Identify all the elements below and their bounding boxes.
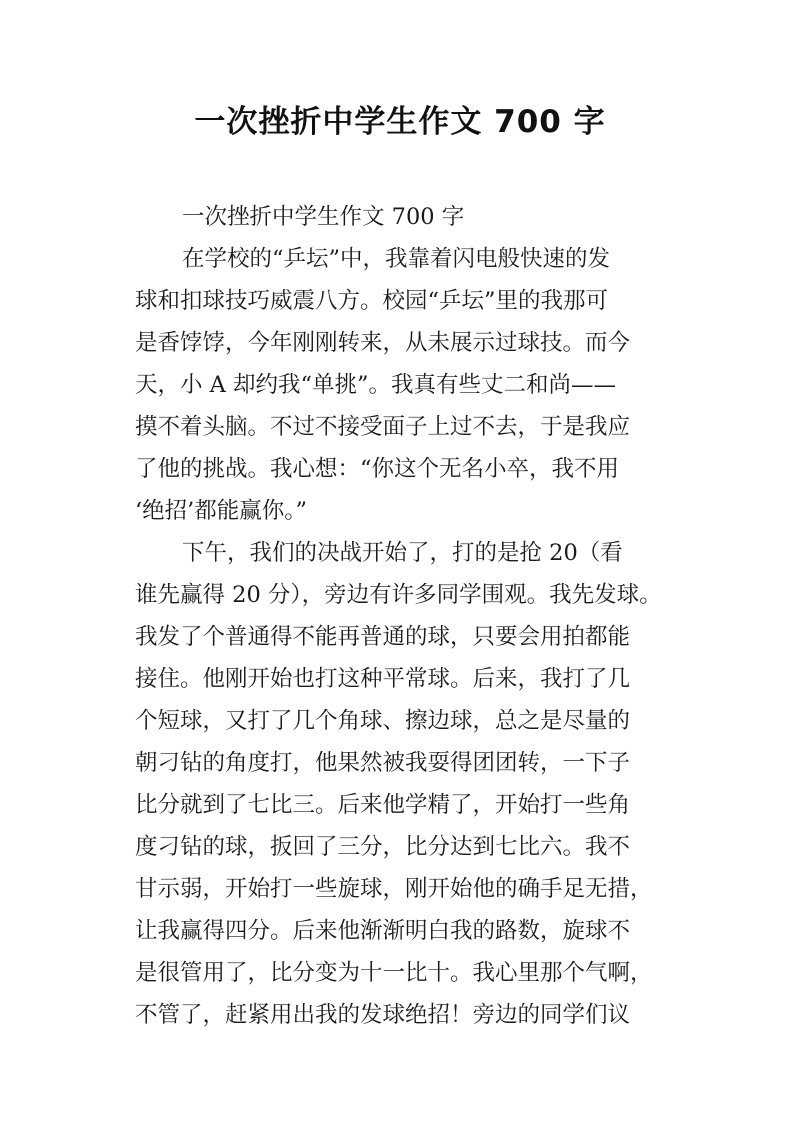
paragraph-line: 下午，我们的决战开始了，打的是抢 20（看 [182, 540, 623, 566]
document-body [135, 196, 695, 1036]
subtitle-line: 一次挫折中学生作文 700 字 [182, 204, 465, 230]
paragraph-line: 是香饽饽，今年刚刚转来，从未展示过球技。而今 [135, 330, 631, 356]
paragraph-line: 让我赢得四分。后来他渐渐明白我的路数，旋球不 [135, 918, 631, 944]
paragraph-line: 在学校的“乒坛”中，我靠着闪电般快速的发 [182, 246, 611, 272]
paragraph-line: 朝刁钻的角度打，他果然被我耍得团团转，一下子 [135, 750, 631, 776]
paragraph-line: 谁先赢得 20 分），旁边有许多同学围观。我先发球。 [135, 582, 662, 608]
paragraph-line: 度刁钻的球，扳回了三分，比分达到七比六。我不 [135, 834, 631, 860]
paragraph-line: 比分就到了七比三。后来他学精了，开始打一些角 [135, 792, 631, 818]
paragraph-line: 摸不着头脑。不过不接受面子上过不去，于是我应 [135, 414, 631, 440]
paragraph-line: 是很管用了，比分变为十一比十。我心里那个气啊， [135, 960, 653, 986]
paragraph-line: 个短球，又打了几个角球、擦边球，总之是尽量的 [135, 708, 631, 734]
paragraph-line: 球和扣球技巧威震八方。校园“乒坛”里的我那可 [135, 288, 609, 314]
paragraph-line: 甘示弱，开始打一些旋球，刚开始他的确手足无措， [135, 876, 653, 902]
paragraph-line: 了他的挑战。我心想：“你这个无名小卒，我不用 [135, 456, 620, 482]
document-title: 一次挫折中学生作文 700 字 [194, 104, 606, 140]
paragraph-line: 不管了，赶紧用出我的发球绝招！旁边的同学们议 [135, 1002, 631, 1028]
paragraph-line: 天，小 A 却约我“单挑”。我真有些丈二和尚—— [135, 372, 617, 398]
paragraph-line: 接住。他刚开始也打这种平常球。后来，我打了几 [135, 666, 631, 692]
paragraph-line: ‘绝招’都能赢你。” [135, 498, 308, 524]
paragraph-line: 我发了个普通得不能再普通的球，只要会用拍都能 [135, 624, 631, 650]
